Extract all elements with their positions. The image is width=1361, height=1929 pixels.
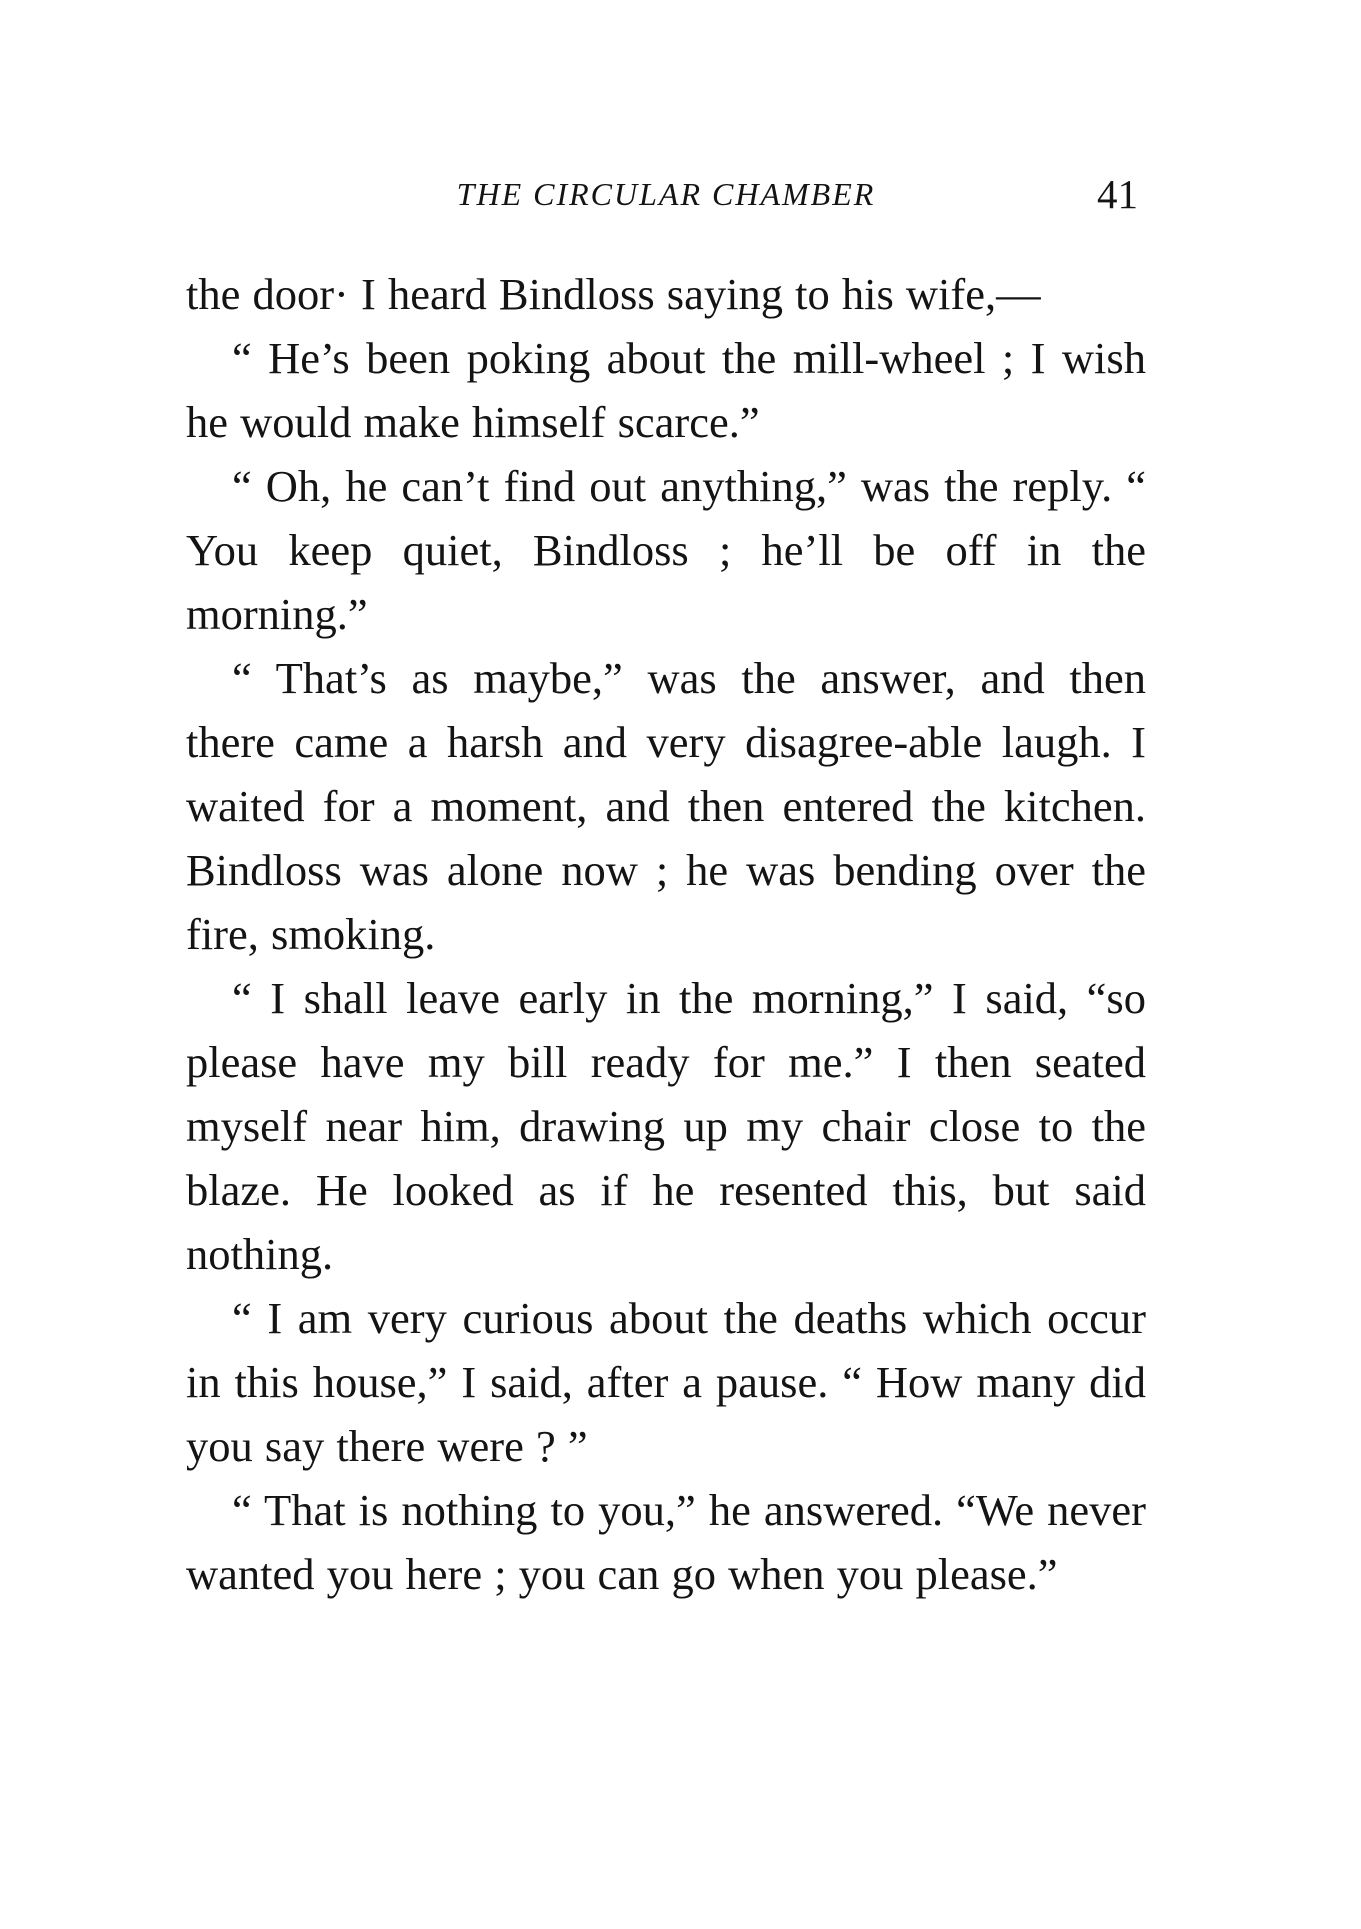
paragraph: the door· I heard Bindloss saying to his wife,— xyxy=(186,269,1041,319)
paragraph: “ That’s as maybe,” was the answer, and then there came a harsh and very disagree-able laugh. I waited for a moment, and then entered the kitchen. Bindloss was alone now ; he was bending over the fire, smoking. xyxy=(186,653,1146,959)
paragraph: “ That is nothing to you,” he answered. “We never wanted you here ; you can go when you please.” xyxy=(186,1485,1146,1599)
body-text xyxy=(186,262,1146,1606)
running-head xyxy=(186,170,1146,230)
paragraph: “ He’s been poking about the mill-wheel ; I wish he would make himself scarce.” xyxy=(186,333,1146,447)
running-head-title: THE CIRCULAR CHAMBER xyxy=(456,176,876,212)
page-number: 41 xyxy=(1097,171,1138,217)
paragraph: “ Oh, he can’t find out anything,” was the reply. “ You keep quiet, Bindloss ; he’ll be off in the morning.” xyxy=(186,461,1146,639)
paragraph: “ I am very curious about the deaths which occur in this house,” I said, after a pause. “ How many did you say there were ? ” xyxy=(186,1293,1146,1471)
paragraph: “ I shall leave early in the morning,” I said, “so please have my bill ready for me.” I then seated myself near him, drawing up my chair close to the blaze. He looked as if he resented this, but said nothing. xyxy=(186,973,1146,1279)
